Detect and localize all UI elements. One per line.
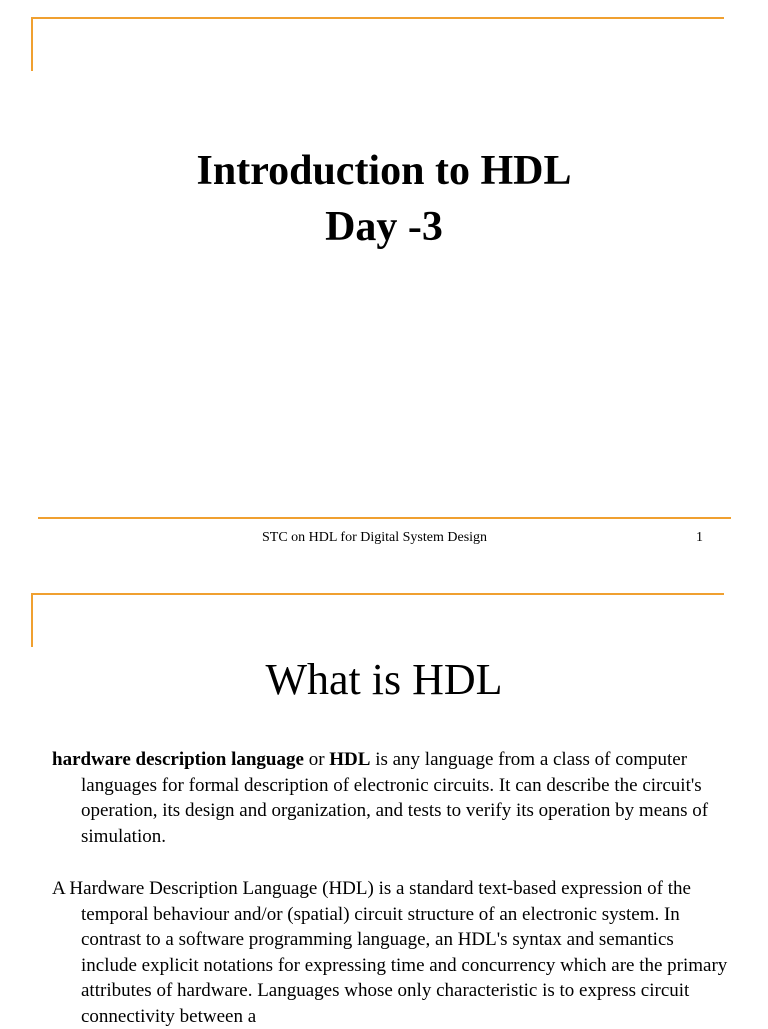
footer-accent-rule <box>38 517 731 519</box>
paragraph-2: A Hardware Description Language (HDL) is a standard text-based expression of the temporal behaviour and/or (spatial) circuit structure of an electronic system. In contrast to a software programming language, an HDL's syntax and semantics include explicit notations for expressing time and concurrency which are the primary attributes of hardware. Languages whose only characteristic is to express circuit connectivity between a <box>52 878 728 1027</box>
term-connector: or <box>303 749 330 770</box>
slide-title <box>0 143 768 255</box>
title-line-2: Day -3 <box>325 204 443 250</box>
term-bold: hardware description language <box>52 749 304 770</box>
left-accent-rule <box>31 17 33 71</box>
top-accent-rule <box>31 17 724 19</box>
footer-text: STC on HDL for Digital System Design <box>262 530 488 545</box>
paragraph-1-rest: is any language from a class of computer languages for formal description of electronic circuits. It can describe the circuit's operation, its design and organization, and tests to verify its operation by means of simulation. <box>81 749 709 847</box>
slide-title: What is HDL <box>265 655 503 704</box>
left-accent-rule <box>31 593 33 647</box>
abbr-bold: HDL <box>329 749 371 770</box>
title-line-1: Introduction to HDL <box>196 148 572 194</box>
page-number: 1 <box>696 530 703 545</box>
top-accent-rule <box>31 593 724 595</box>
paragraph-1 <box>52 747 732 849</box>
slide-2 <box>0 575 768 1027</box>
